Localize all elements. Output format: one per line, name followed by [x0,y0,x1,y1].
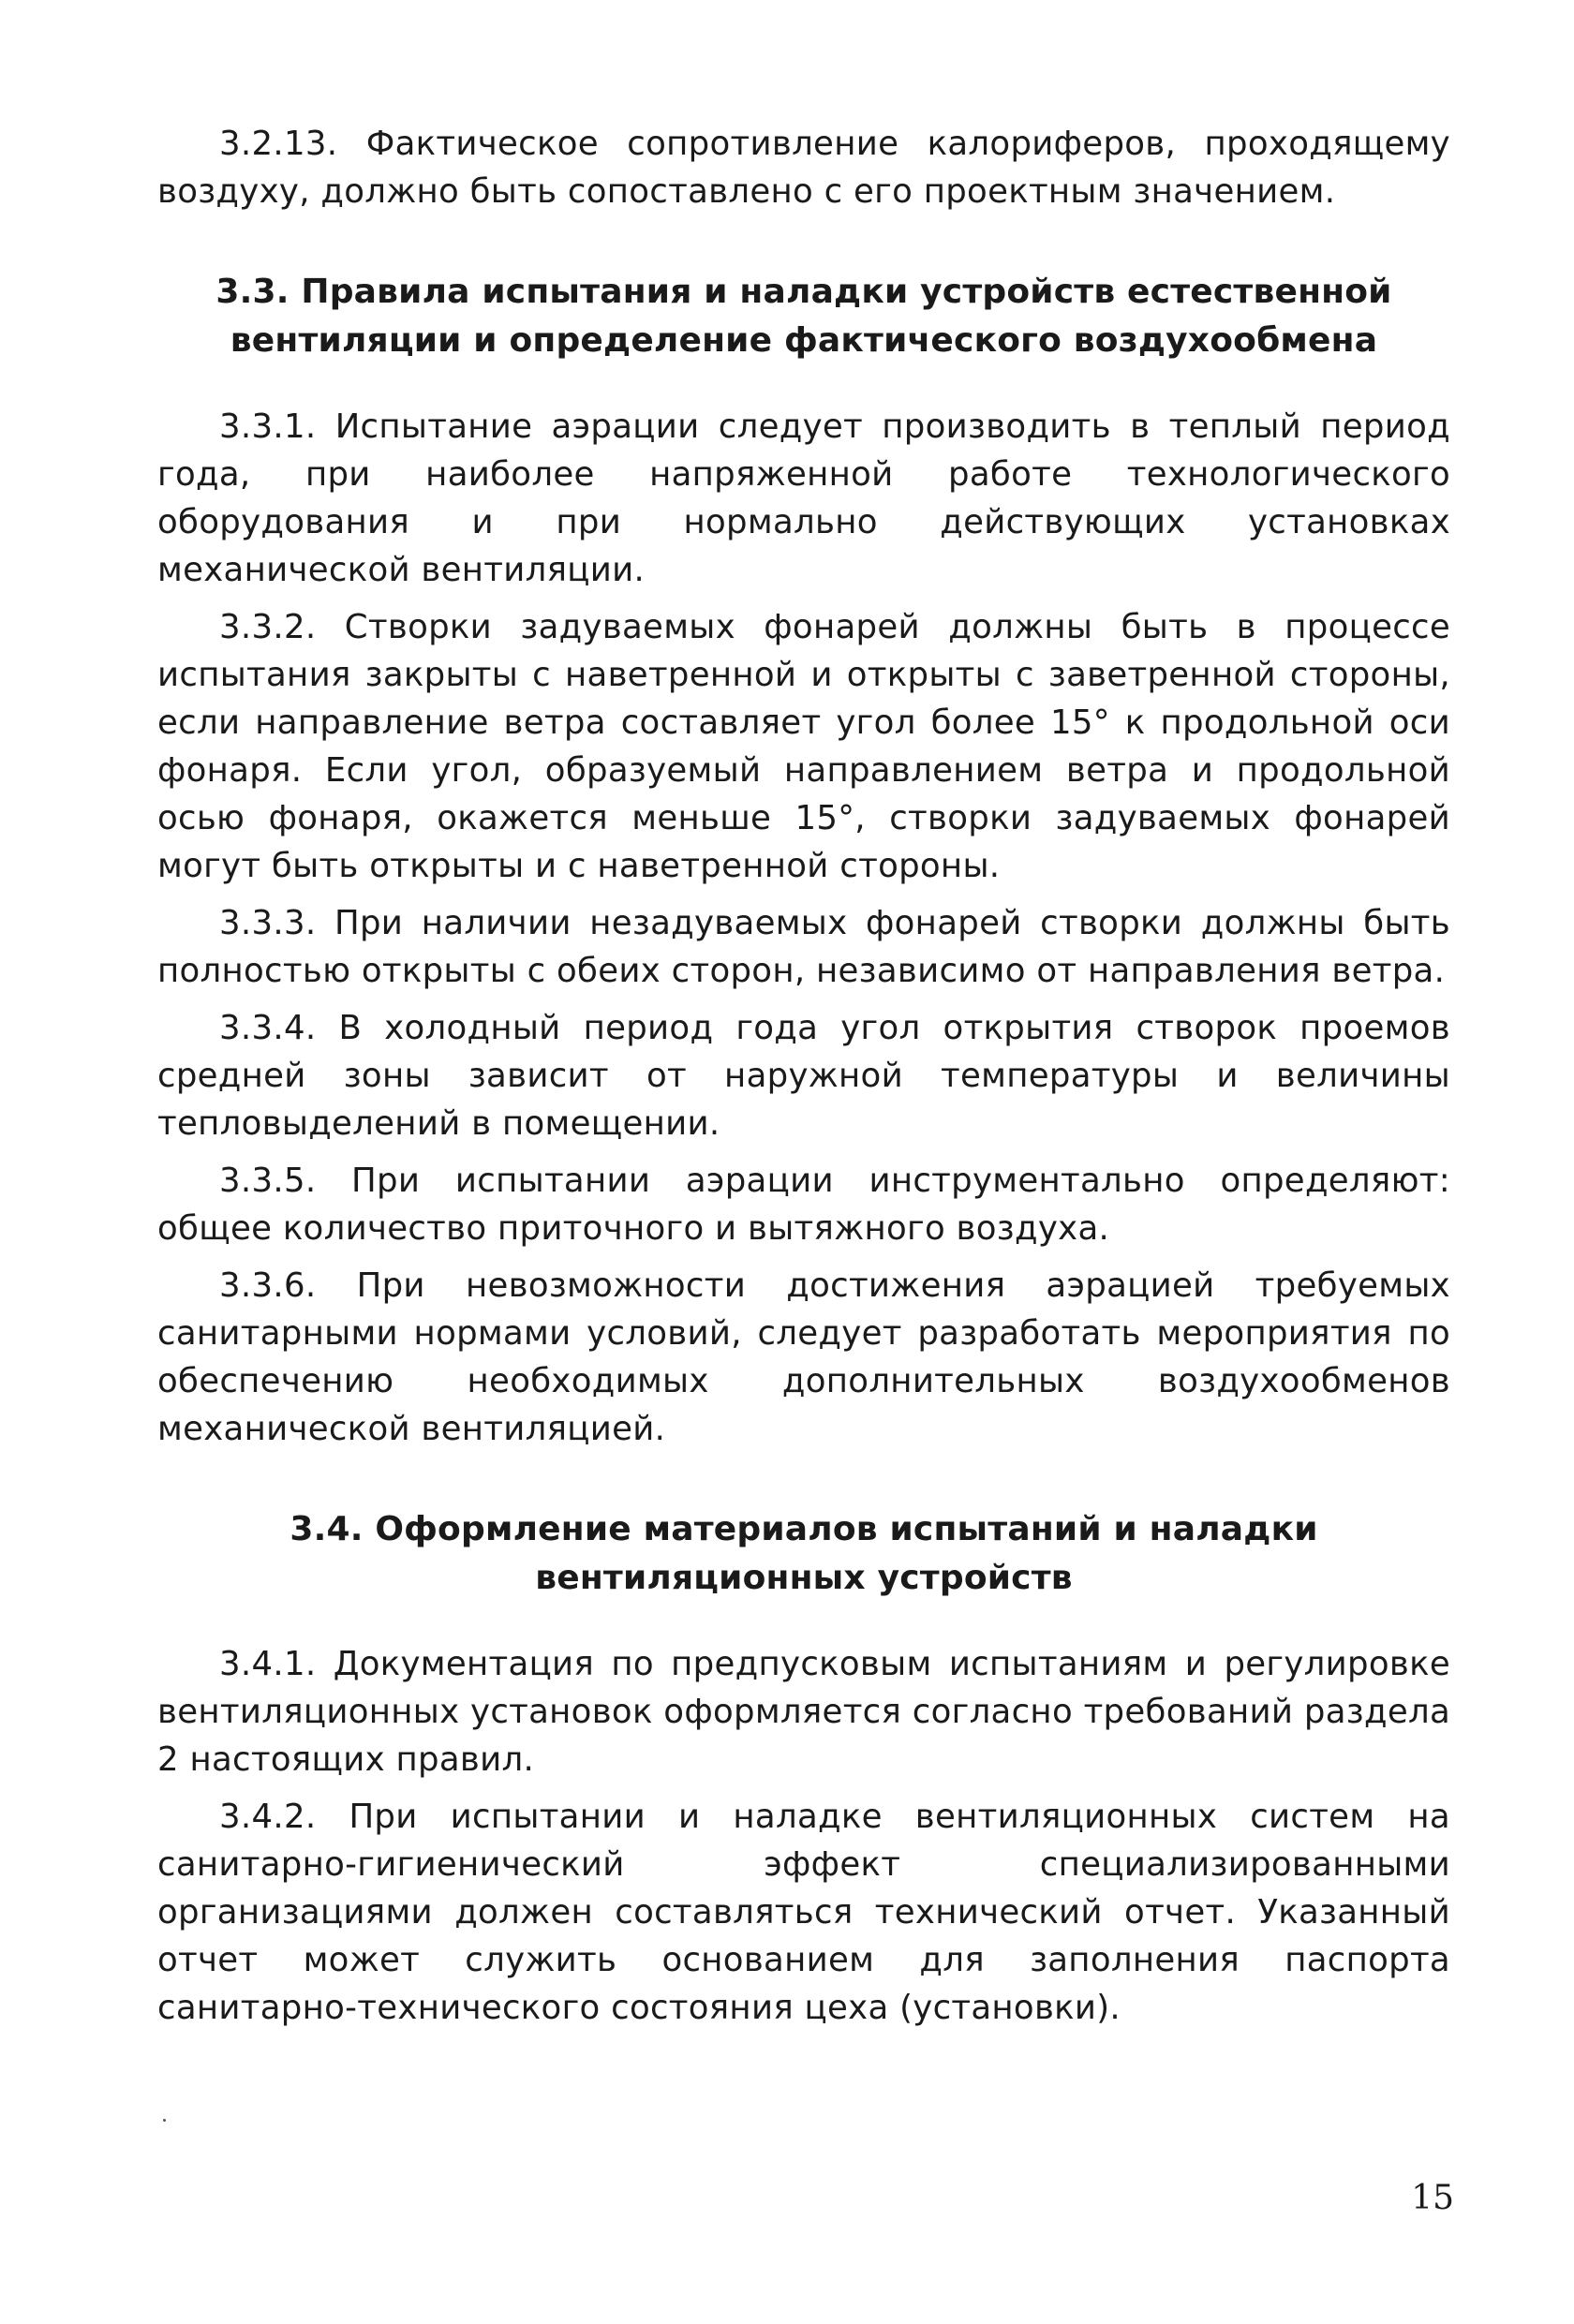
section-heading-3-3-line2: вентиляции и определение фактического воздухообмена [230,321,1378,360]
page-number: 15 [1411,2179,1454,2217]
section-heading-3-3-line1: 3.3. Правила испытания и наладки устройств естественной [215,273,1392,311]
scan-speck [163,2119,166,2122]
paragraph-3-3-5: 3.3.5. При испытании аэрации инструментально определяют: общее количество приточного и вытяжного воздуха. [157,1162,1450,1248]
text-column [157,120,1450,2032]
section-heading-3-4 [157,1505,1450,1603]
paragraph-3-3-4: 3.3.4. В холодный период года угол открытия створок проемов средней зоны зависит от наружной температуры и величины тепловыделений в помещении. [157,1009,1450,1143]
paragraph-3-3-6: 3.3.6. При невозможности достижения аэрацией требуемых санитарными нормами условий, следует разработать мероприятия по обеспечению необходимых дополнительных воздухообменов механической вентиляцией. [157,1266,1450,1448]
paragraph-3-2-13: 3.2.13. Фактическое сопротивление калориферов, проходящему воздуху, должно быть сопоставлено с его проектным значением. [157,125,1450,211]
section-heading-3-4-line2: вентиляционных устройств [535,1559,1073,1597]
paragraph-3-3-3: 3.3.3. При наличии незадуваемых фонарей створки должны быть полностью открыты с обеих сторон, независимо от направления ветра. [157,904,1450,990]
paragraph-3-3-2: 3.3.2. Створки задуваемых фонарей должны быть в процессе испытания закрыты с наветренной и открыты с заветренной стороны, если направление ветра составляет угол более 15° к продольной оси фонаря. Если угол, образуемый направлением ветра и продольной осью фонаря, окажется меньше 15°, створки задуваемых фонарей могут быть открыты и с наветренной стороны. [157,608,1450,885]
section-heading-3-3 [157,268,1450,365]
paragraph-3-4-2: 3.4.2. При испытании и наладке вентиляционных систем на санитарно-гигиенический эффект специализированными организациями должен составляться технический отчет. Указанный отчет может служить основанием для заполнения паспорта санитарно-технического состояния цеха (установки). [157,1798,1450,2027]
section-heading-3-4-line1: 3.4. Оформление материалов испытаний и наладки [290,1510,1318,1548]
paragraph-3-4-1: 3.4.1. Документация по предпусковым испытаниям и регулировке вентиляционных установок оформляется согласно требований раздела 2 настоящих правил. [157,1645,1450,1779]
paragraph-3-3-1: 3.3.1. Испытание аэрации следует производить в теплый период года, при наиболее напряженной работе технологического оборудования и при нормально действующих установках механической вентиляции. [157,407,1450,589]
